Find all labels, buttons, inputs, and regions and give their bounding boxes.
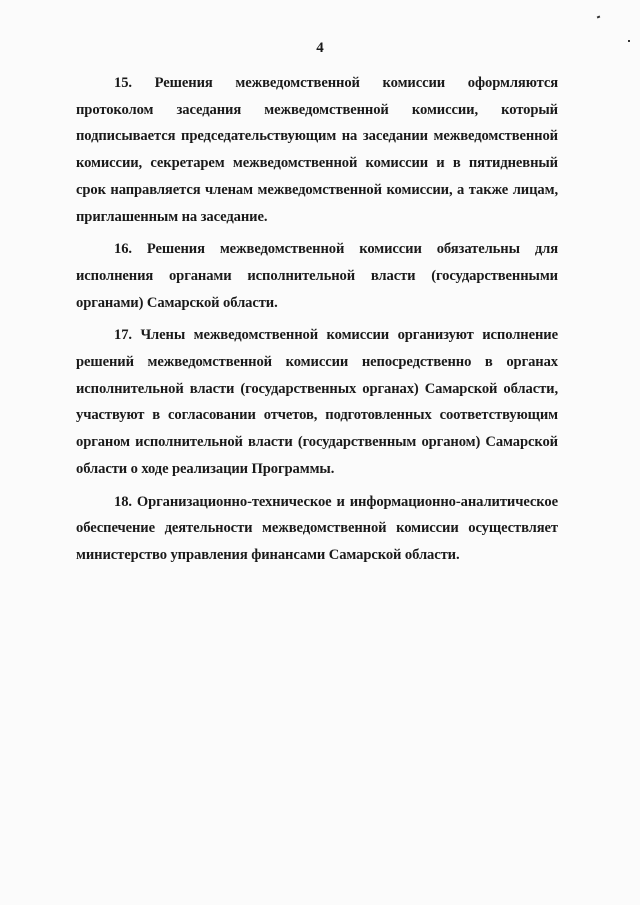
paragraph-16: 16. Решения межведомственной комиссии обязательны для исполнения органами исполнительной власти (государственными органами) Самарской области. xyxy=(76,241,558,311)
paragraph-18: 18. Организационно-техническое и информационно-аналитическое обеспечение деятельности межведомственной комиссии осуществляет министерство управления финансами Самарской области. xyxy=(76,493,558,563)
paragraph-15: 15. Решения межведомственной комиссии оформляются протоколом заседания межведомственной комиссии, который подписывается председательствующим на заседании межведомственной комиссии, секретарем межведомственной комиссии и в пятидневный срок направляется членам межведомственной комиссии, а также лицам, приглашенным на заседание. xyxy=(76,75,558,225)
document-body xyxy=(76,70,558,575)
paragraph-17: 17. Члены межведомственной комиссии организуют исполнение решений межведомственной комиссии непосредственно в органах исполнительной власти (государственных органах) Самарской области, участвуют в согласовании отчетов, подготовленных соответствующим органом исполнительной власти (государственным органом) Самарской области о ходе реализации Программы. xyxy=(76,327,558,477)
page-number: 4 xyxy=(316,40,324,56)
scan-mark xyxy=(597,16,601,19)
